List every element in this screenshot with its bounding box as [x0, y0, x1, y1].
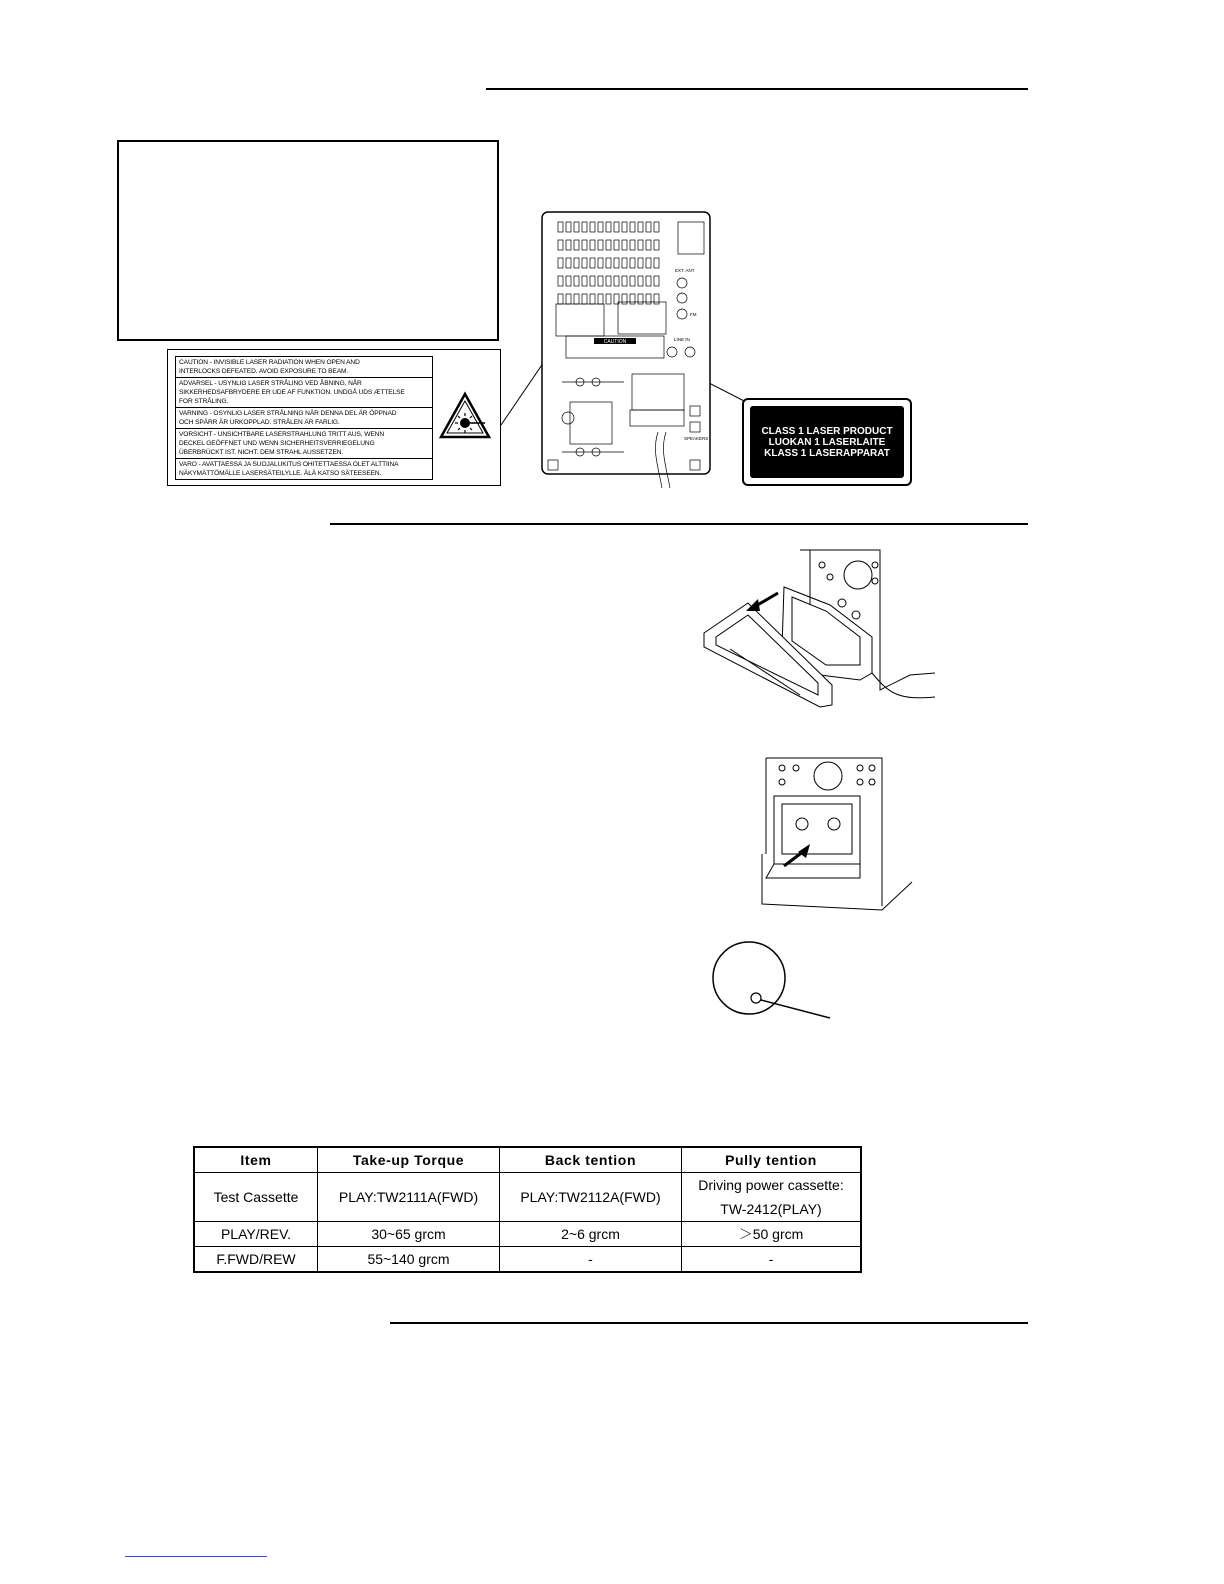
warning-row-en: CAUTION - INVISIBLE LASER RADIATION WHEN OPEN AND INTERLOCKS DEFEATED. AVOID EXPOSURE TO BEAM.: [176, 357, 432, 378]
col-header-pully-tention: Pully tention: [682, 1147, 862, 1173]
table-cell: Test Cassette: [194, 1173, 318, 1222]
class1-line-2: LUOKAN 1 LASERLAITE: [768, 436, 886, 448]
class1-line-1: CLASS 1 LASER PRODUCT: [761, 425, 893, 437]
front-panel-removal-illustration: [700, 545, 940, 710]
warning-row-fi: VARO - AVATTAESSA JA SUOJALUKITUS OHITETTAESSA OLET ALTTIINA NÄKYMÄTTÖMÄLLE LASERSÄTEILYLLE. ÄLÄ KATSO SÄTEESEEN.: [179, 461, 399, 477]
table-cell: 2~6 grcm: [500, 1222, 682, 1247]
warning-row-de: VORSICHT - UNSICHTBARE LASERSTRAHLUNG TRITT AUS, WENN DECKEL GEÖFFNET UND WENN SICHERHEITSVERRIEGELUNG ÜBERBRÜCKT IST. NICHT. DEM STRAHL AUSSETZEN.: [176, 429, 432, 459]
class1-laser-label-inner: [750, 406, 904, 478]
table-header-row: [194, 1147, 861, 1173]
table-cell: -: [500, 1247, 682, 1273]
table-row: [194, 1222, 861, 1247]
rear-label-ant: EXT. ANT: [675, 268, 695, 273]
table-cell: F.FWD/REW: [194, 1247, 318, 1273]
col-header-item: Item: [194, 1147, 318, 1173]
table-cell: PLAY:TW2111A(FWD): [318, 1173, 500, 1222]
section-rule-bottom: [390, 1322, 1028, 1324]
footer-link-underline[interactable]: [125, 1556, 267, 1557]
cassette-deck-illustration: [762, 754, 917, 914]
col-header-back-tention: Back tention: [500, 1147, 682, 1173]
table-cell: Driving power cassette: TW-2412(PLAY): [682, 1173, 862, 1222]
table-cell: ＞50 grcm: [682, 1222, 862, 1247]
class1-line-3: KLASS 1 LASERAPPARAT: [764, 447, 890, 459]
tape-tension-spec-table: [193, 1146, 862, 1273]
class1-laser-label: [742, 398, 912, 486]
rear-caution-title: CAUTION: [603, 339, 627, 345]
dial-illustration: [712, 940, 837, 1025]
table-cell: -: [682, 1247, 862, 1273]
col-header-take-up-torque: Take-up Torque: [318, 1147, 500, 1173]
warning-row-da: ADVARSEL - USYNLIG LASER STRÅLING VED ÅBNING, NÅR SIKKERHEDSAFBRYDERE ER UDE AF FUNKTION. UNDGÅ UDS ÆTTELSE FOR STRÅLING.: [176, 378, 432, 408]
rear-label-line-in: LINE IN: [674, 337, 690, 342]
rear-panel-illustration: [540, 210, 712, 488]
table-cell: 55~140 grcm: [318, 1247, 500, 1273]
table-cell: PLAY:TW2112A(FWD): [500, 1173, 682, 1222]
rear-label-speakers: SPEAKERS: [684, 436, 709, 441]
warning-row-sv: VARNING - OSYNLIG LASER STRÅLNING NÄR DENNA DEL ÄR ÖPPNAD OCH SPÄRR ÄR URKOPPLAD. STRÅLEN ÄR FARLIG.: [176, 408, 432, 429]
table-cell: 30~65 grcm: [318, 1222, 500, 1247]
rear-label-fm: FM: [690, 312, 697, 317]
table-cell: PLAY/REV.: [194, 1222, 318, 1247]
table-row: [194, 1173, 861, 1222]
table-row: [194, 1247, 861, 1273]
